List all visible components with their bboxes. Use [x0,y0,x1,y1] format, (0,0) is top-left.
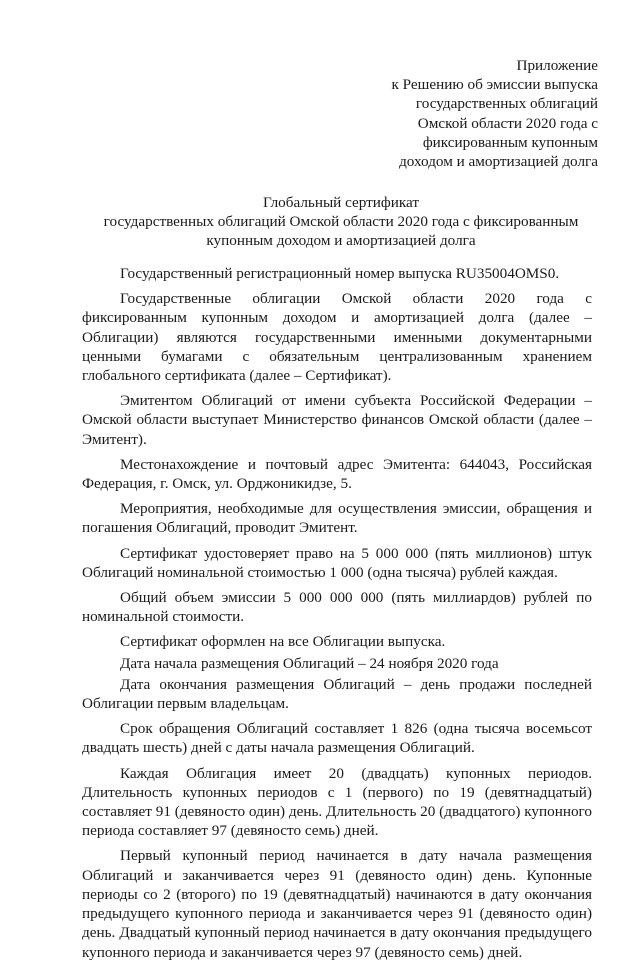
appendix-header [328,56,598,171]
paragraph-volume: Общий объем эмиссии 5 000 000 000 (пять миллиардов) рублей по номинальной стоимости. [82,589,592,626]
appendix-line: доходом и амортизацией долга [399,153,598,171]
appendix-line: Омской области 2020 года с [417,114,598,132]
paragraph-measures: Мероприятия, необходимые для осуществления эмиссии, обращения и погашения Облигаций, проводит Эмитент. [82,500,592,537]
paragraph-placement-end: Дата окончания размещения Облигаций – день продажи последней Облигации первым владельцам. [82,675,592,713]
paragraph-address: Местонахождение и почтовый адрес Эмитента: 644043, Российская Федерация, г. Омск, ул. Орджоникидзе, 5. [82,455,592,493]
appendix-line: к Решению об эмиссии выпуска [391,76,598,94]
paragraph-issuer: Эмитентом Облигаций от имени субъекта Российской Федерации – Омской области выступает Министерство финансов Омской области (далее – Эмитент). [82,392,592,448]
paragraph-placement-start: Дата начала размещения Облигаций – 24 ноября 2020 года [120,654,499,672]
certificate-title-main: Глобальный сертификат [262,194,420,211]
paragraph-bond-description: Государственные облигации Омской области 2020 года с фиксированным купонным доходом и амортизацией долга (далее – Облигации) являются государственными именными документарными ценными бумагами с обязательным централизованным хранением глобального сертификата (далее – Сертификат). [82,290,592,385]
certificate-title [70,193,612,251]
paragraph-coupon-schedule: Первый купонный период начинается в дату начала размещения Облигаций и заканчивается через 91 (девяносто один) день. Купонные периоды со 2 (второго) по 19 (девятнадцатый) начинаются в дату окончания предыдущего купонного периода и заканчивается через 91 (девяносто один) день. Двадцатый купонный период начинается в дату окончания предыдущего купонного периода и заканчивается через 97 (девяносто семь) дней. [82,847,592,961]
paragraph-coupon-periods: Каждая Облигация имеет 20 (двадцать) купонных периодов. Длительность купонных периодов с 1 (первого) по 19 (девятнадцатый) составляет 91 (девяносто один) день. Длительность 20 (двадцатого) купонного периода составляет 97 (девяносто семь) дней. [82,764,592,840]
appendix-line: государственных облигаций [415,95,598,113]
paragraph-certificate-scope: Сертификат оформлен на все Облигации выпуска. [120,633,446,651]
paragraph-circulation-term: Срок обращения Облигаций составляет 1 826 (одна тысяча восемьсот двадцать шесть) дней с даты начала размещения Облигаций. [82,720,592,757]
paragraph-registration-number: Государственный регистрационный номер выпуска RU35004OMS0. [120,265,560,282]
certificate-body [82,264,592,968]
appendix-line: фиксированным купонным [422,133,598,151]
paragraph-quantity: Сертификат удостоверяет право на 5 000 000 (пять миллионов) штук Облигаций номинальной стоимостью 1 000 (одна тысяча) рублей каждая. [82,544,592,581]
certificate-title-subtitle: государственных облигаций Омской области 2020 года с фиксированным купонным доходом и амортизацией долга [103,213,579,250]
appendix-line: Приложение [516,57,598,74]
